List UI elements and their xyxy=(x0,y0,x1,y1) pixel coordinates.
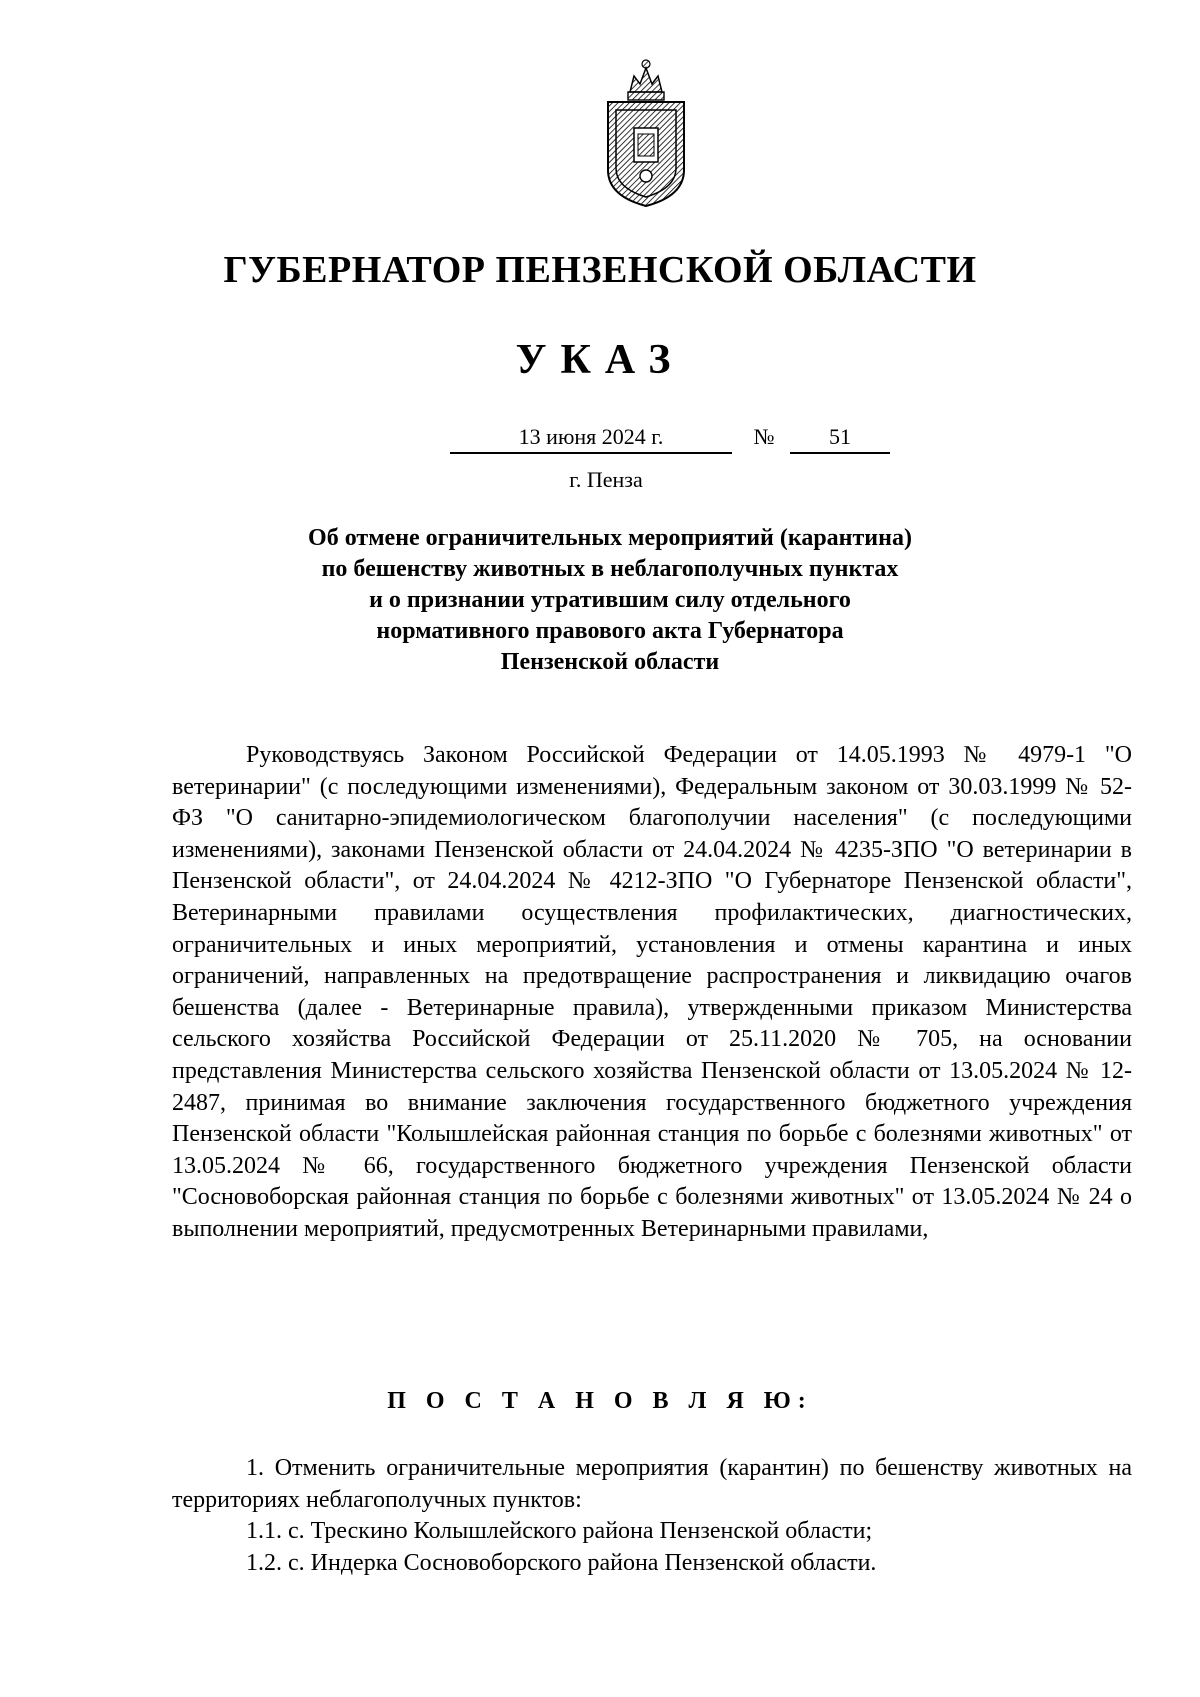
number-sign: № xyxy=(753,424,775,449)
title-line: Об отмене ограничительных мероприятий (карантина) xyxy=(308,525,912,551)
date-number-line xyxy=(450,424,890,458)
clause-1-2: 1.2. с. Индерка Сосновоборского района Пензенской области. xyxy=(246,1550,877,1576)
coat-of-arms-icon xyxy=(600,58,692,210)
document-number: 51 xyxy=(790,424,890,454)
authority-heading: ГУБЕРНАТОР ПЕНЗЕНСКОЙ ОБЛАСТИ xyxy=(223,249,977,291)
document-type-heading: УКАЗ xyxy=(515,337,685,383)
clause-1-1: 1.1. с. Трескино Колышлейского района Пензенской области; xyxy=(246,1518,873,1544)
title-line: по бешенству животных в неблагополучных пунктах xyxy=(321,556,899,582)
city-name: г. Пенза xyxy=(569,467,643,492)
title-line: нормативного правового акта Губернатора xyxy=(376,618,844,644)
preamble-paragraph: Руководствуясь Законом Российской Федерации от 14.05.1993 № 4979-1 "О ветеринарии" (с последующими изменениями), Федеральным законом от 30.03.1999 № 52-ФЗ "О санитарно-эпидемиологическом благополучии населения" (с последующими изменениями), законами Пензенской области от 24.04.2024 № 4235-ЗПО "О ветеринарии в Пензенской области", от 24.04.2024 № 4212-ЗПО "О Губернаторе Пензенской области", Ветеринарными правилами осуществления профилактических, диагностических, ограничительных и иных мероприятий, установления и отмены карантина и иных ограничений, направленных на предотвращение распространения и ликвидацию очагов бешенства (далее - Ветеринарные правила), утвержденными приказом Министерства сельского хозяйства Российской Федерации от 25.11.2020 № 705, на основании представления Министерства сельского хозяйства Пензенской области от 13.05.2024 № 12-2487, принимая во внимание заключения государственного бюджетного учреждения Пензенской области "Колышлейская районная станция по борьбе с болезнями животных" от 13.05.2024 № 66, государственного бюджетного учреждения Пензенской области "Сосновоборская районная станция по борьбе с болезнями животных" от 13.05.2024 № 24 о выполнении мероприятий, предусмотренных Ветеринарными правилами, xyxy=(172,742,1132,1242)
title-line: Пензенской области xyxy=(500,649,720,675)
document-title xyxy=(250,523,970,678)
resolve-heading: П О С Т А Н О В Л Я Ю: xyxy=(387,1388,813,1414)
clause-1: 1. Отменить ограничительные мероприятия (карантин) по бешенству животных на территориях неблагополучных пунктов: xyxy=(172,1455,1132,1513)
document-date: 13 июня 2024 г. xyxy=(450,424,732,454)
title-line: и о признании утратившим силу отдельного xyxy=(369,587,851,613)
